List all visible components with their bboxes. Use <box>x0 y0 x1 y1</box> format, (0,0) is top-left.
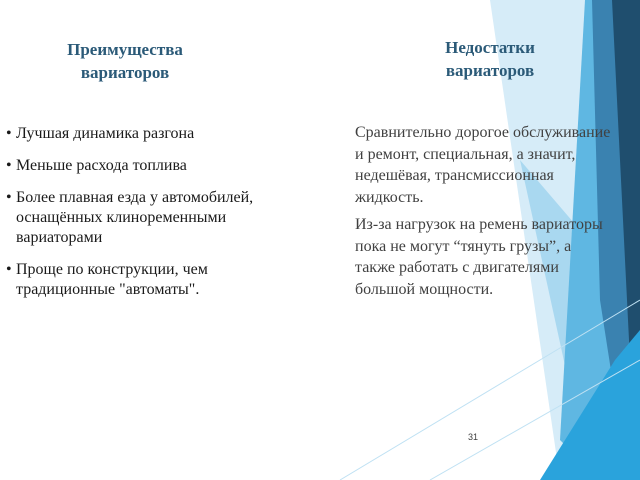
bullet-icon: • <box>6 125 12 142</box>
advantage-item <box>0 188 300 248</box>
advantage-item <box>0 260 300 300</box>
advantages-heading: Преимущества вариаторов <box>67 40 183 82</box>
advantage-text: Более плавная езда у автомобилей, оснащённых клиноременными вариаторами <box>16 189 254 246</box>
disadvantage-paragraph: Сравнительно дорогое обслуживание и ремонт, специальная, а значит, недешёвая, трансмиссионная жидкость. <box>355 124 611 206</box>
bullet-icon: • <box>6 189 12 206</box>
advantage-text: Проще по конструкции, чем традиционные "автоматы". <box>16 261 208 298</box>
advantage-text: Меньше расхода топлива <box>16 157 187 174</box>
advantage-item <box>0 124 300 144</box>
advantages-list <box>0 124 300 312</box>
page-number: 31 <box>468 432 479 442</box>
bullet-icon: • <box>6 261 12 278</box>
disadvantages-block <box>355 122 613 306</box>
bullet-icon: • <box>6 157 12 174</box>
advantage-item <box>0 156 300 176</box>
disadvantage-paragraph: Из-за нагрузок на ремень вариаторы пока не могут “тянуть грузы”, а также работать с двигателями большой мощности. <box>355 216 603 298</box>
disadvantages-heading: Недостатки вариаторов <box>445 38 535 80</box>
advantage-text: Лучшая динамика разгона <box>16 125 195 142</box>
